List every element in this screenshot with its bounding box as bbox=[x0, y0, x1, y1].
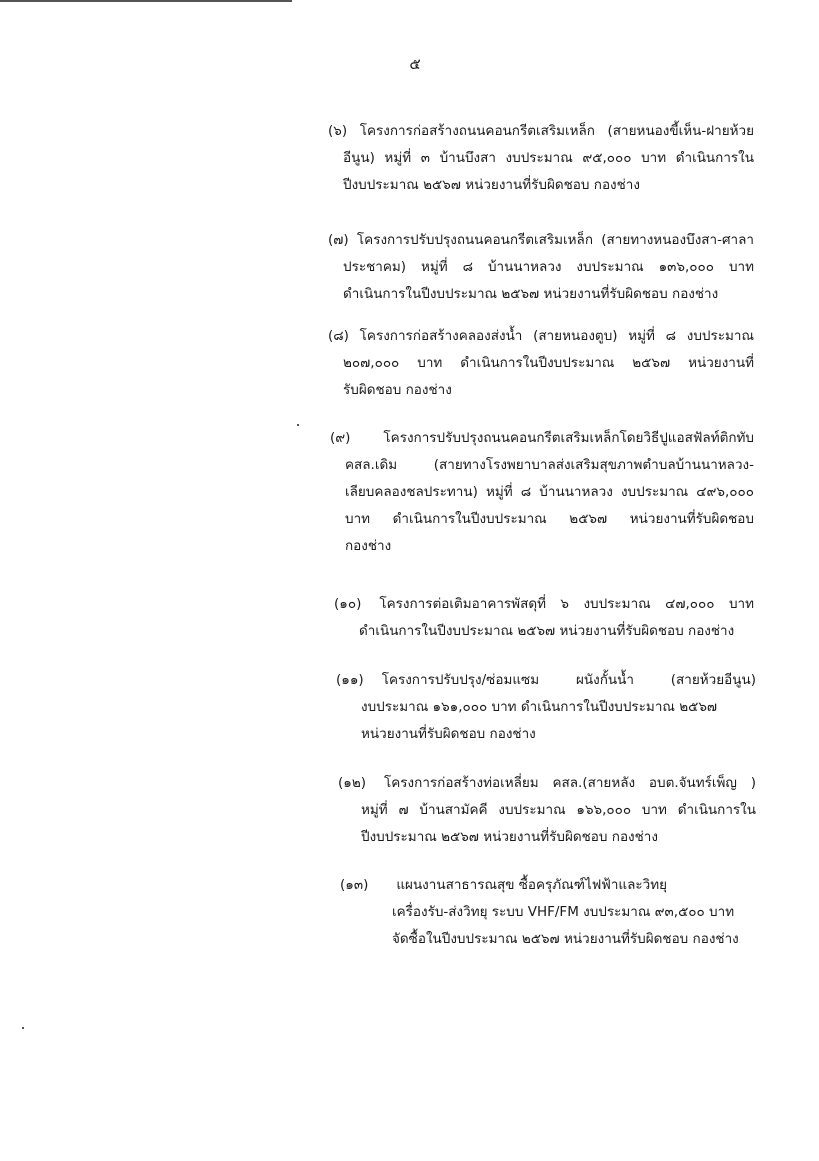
item-number: (๑๒) bbox=[338, 775, 367, 791]
item-first-line bbox=[328, 323, 754, 350]
item-text-line: ดำเนินการในปีงบประมาณ ๒๕๖๗ หน่วยงานที่รับผิดชอบ กองช่าง bbox=[343, 286, 719, 302]
item-text-line: บาท ดำเนินการในปีงบประมาณ ๒๕๖๗ หน่วยงานที่รับผิดชอบ bbox=[345, 511, 754, 527]
item-number: (๑๑) bbox=[336, 672, 364, 688]
item-text-line: โครงการก่อสร้างท่อเหลี่ยม คสล.(สายหลัง อบต.จันทร์เพ็ญ ) bbox=[384, 775, 756, 791]
item-text-line: อีนูน) หมู่ที่ ๓ บ้านบึงสา งบประมาณ ๙๕,๐๐๐ บาท ดำเนินการใน bbox=[343, 150, 754, 166]
item-number: (๗) bbox=[328, 232, 349, 248]
list-item bbox=[340, 872, 760, 953]
item-number: (๙) bbox=[330, 430, 351, 446]
item-text-line: เครื่องรับ-ส่งวิทยุ ระบบ VHF/FM งบประมาณ ๙๓,๕๐๐ บาท bbox=[392, 904, 735, 920]
item-text-line: โครงการปรับปรุงถนนคอนกรีตเสริมเหล็ก (สายทางหนองบึงสา-ศาลา bbox=[356, 232, 754, 248]
item-first-line bbox=[338, 770, 756, 797]
item-text-line: เลียบคลองชลประทาน) หมู่ที่ ๘ บ้านนาหลวง งบประมาณ ๔๙๖,๐๐๐ bbox=[345, 484, 754, 500]
item-text-line: โครงการก่อสร้างถนนคอนกรีตเสริมเหล็ก (สายหนองขี้เห็น-ฝายห้วย bbox=[359, 123, 754, 139]
item-number: (๑๐) bbox=[334, 596, 362, 612]
list-item bbox=[328, 118, 754, 199]
item-first-line bbox=[336, 667, 756, 694]
item-text-line: รับผิดชอบ กองช่าง bbox=[343, 382, 452, 398]
item-text-line: ปีงบประมาณ ๒๕๖๗ หน่วยงานที่รับผิดชอบ กองช่าง bbox=[361, 829, 658, 845]
item-text-line: ปีงบประมาณ ๒๕๖๗ หน่วยงานที่รับผิดชอบ กองช่าง bbox=[343, 177, 640, 193]
item-text-line: โครงการปรับปรุง/ซ่อมแซม ผนังกั้นน้ำ (สายห้วยอีนูน) bbox=[381, 672, 756, 688]
item-text-line: โครงการก่อสร้างคลองส่งน้ำ (สายหนองตูบ) หมู่ที่ ๘ งบประมาณ bbox=[359, 328, 754, 344]
item-number: (๑๓) bbox=[340, 877, 369, 893]
item-text-line: โครงการปรับปรุงถนนคอนกรีตเสริมเหล็กโดยวิธีปูแอสฟัลท์ติกทับ bbox=[383, 430, 754, 446]
item-text-line: จัดซื้อในปีงบประมาณ ๒๕๖๗ หน่วยงานที่รับผิดชอบ กองช่าง bbox=[392, 931, 739, 947]
item-text-line: โครงการต่อเติมอาคารพัสดุที่ ๖ งบประมาณ ๔๗,๐๐๐ บาท bbox=[379, 596, 754, 612]
item-text-line: หน่วยงานที่รับผิดชอบ กองช่าง bbox=[361, 726, 536, 742]
list-item bbox=[338, 770, 756, 851]
item-number: (๖) bbox=[328, 123, 348, 139]
page-number: ๕ bbox=[409, 55, 421, 73]
item-text-line: คสล.เดิม (สายทางโรงพยาบาลส่งเสริมสุขภาพตำบลบ้านนาหลวง- bbox=[345, 457, 754, 473]
item-first-line bbox=[330, 425, 754, 452]
item-text-line: งบประมาณ ๑๖๑,๐๐๐ บาท ดำเนินการในปีงบประมาณ ๒๕๖๗ bbox=[361, 699, 718, 715]
item-first-line bbox=[340, 872, 760, 899]
item-text-line: แผนงานสาธารณสุข ซื้อครุภัณฑ์ไฟฟ้าและวิทยุ bbox=[396, 877, 668, 893]
item-text-line: หมู่ที่ ๗ บ้านสามัคคี งบประมาณ ๑๖๖,๐๐๐ บาท ดำเนินการใน bbox=[361, 802, 756, 818]
item-text-line: กองช่าง bbox=[345, 538, 392, 554]
list-item bbox=[336, 667, 756, 748]
scan-edge-line bbox=[0, 0, 292, 2]
item-number: (๘) bbox=[328, 328, 349, 344]
item-first-line bbox=[328, 227, 754, 254]
item-text-line: ๒๐๗,๐๐๐ บาท ดำเนินการในปีงบประมาณ ๒๕๖๗ หน่วยงานที่ bbox=[343, 355, 754, 371]
list-item bbox=[328, 227, 754, 308]
item-text-line: ดำเนินการในปีงบประมาณ ๒๕๖๗ หน่วยงานที่รับผิดชอบ กองช่าง bbox=[359, 623, 735, 639]
item-first-line bbox=[334, 591, 754, 618]
item-text-line: ประชาคม) หมู่ที่ ๘ บ้านนาหลวง งบประมาณ ๑๓๖,๐๐๐ บาท bbox=[343, 259, 754, 275]
scan-speck bbox=[297, 424, 299, 426]
list-item bbox=[334, 591, 754, 645]
item-first-line bbox=[328, 118, 754, 145]
scan-speck bbox=[22, 1027, 24, 1029]
list-item bbox=[328, 323, 754, 404]
list-item bbox=[330, 425, 754, 560]
